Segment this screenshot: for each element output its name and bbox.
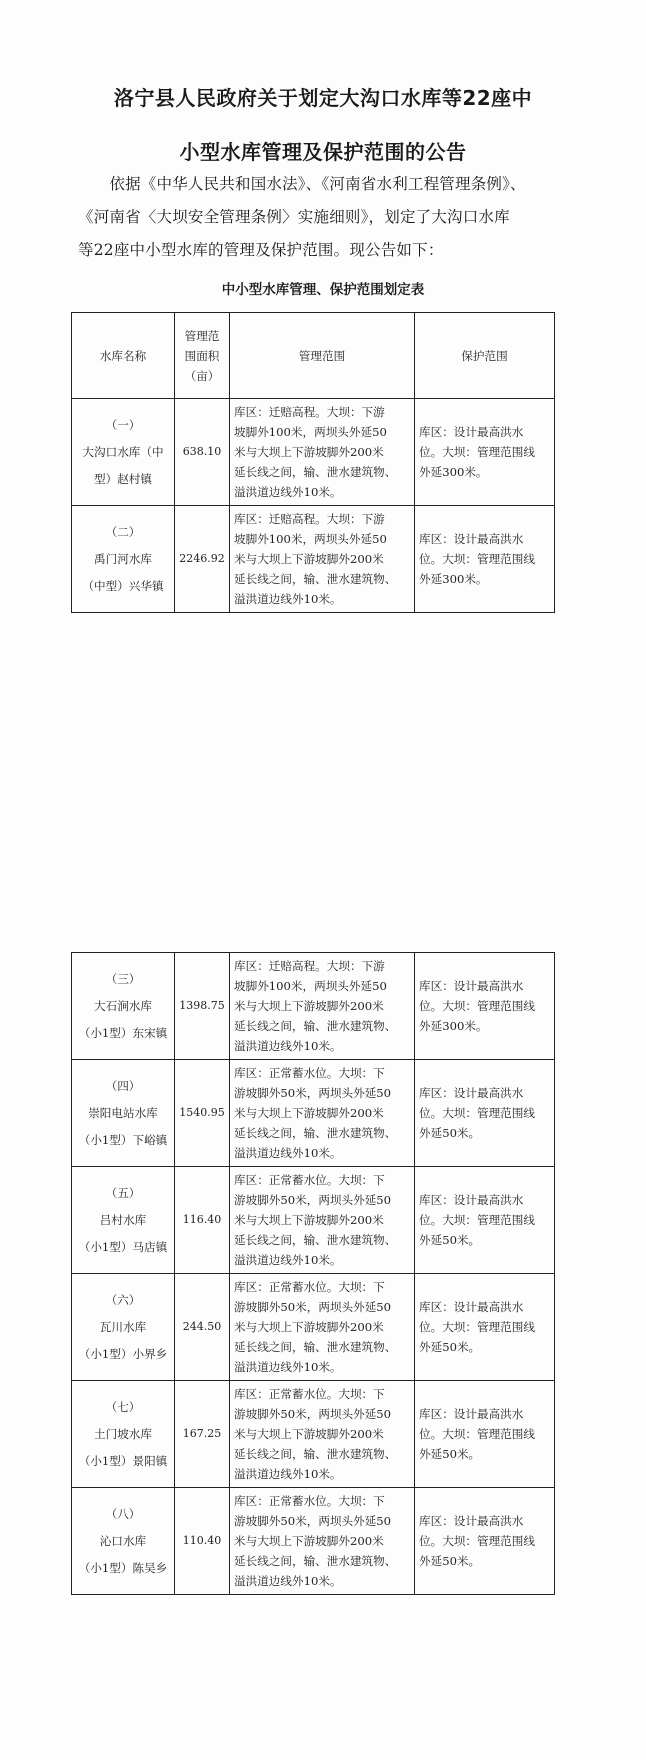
reservoir-name-cell bbox=[72, 506, 175, 613]
management-scope-cell bbox=[230, 953, 415, 1060]
protection-scope-line: 位。大坝：管理范围线 bbox=[419, 1213, 535, 1227]
management-scope-line: 库区：迁赔高程。大坝：下游 bbox=[234, 512, 385, 526]
management-scope-cell bbox=[230, 1167, 415, 1274]
reservoir-name-line: （中型）兴华镇 bbox=[82, 578, 164, 593]
reservoir-name-line: （小1型）陈吴乡 bbox=[78, 1560, 168, 1575]
document-title-line-1: 洛宁县人民政府关于划定大沟口水库等22座中 bbox=[113, 86, 533, 110]
management-scope-line: 溢洪道边线外10米。 bbox=[234, 592, 342, 606]
reservoir-name-cell bbox=[72, 1381, 175, 1488]
table-row bbox=[72, 1060, 555, 1167]
management-scope-line: 米与大坝上下游坡脚外200米 bbox=[234, 1213, 384, 1227]
management-scope-line: 延长线之间，输、泄水建筑物、 bbox=[234, 1126, 397, 1140]
management-scope-line: 米与大坝上下游坡脚外200米 bbox=[234, 1427, 384, 1441]
management-scope-line: 溢洪道边线外10米。 bbox=[234, 1574, 342, 1588]
intro-line: 依据《中华人民共和国水法》、《河南省水利工程管理条例》、 bbox=[78, 175, 526, 193]
table-row bbox=[72, 1381, 555, 1488]
header-name: 水库名称 bbox=[72, 313, 175, 399]
management-scope-line: 溢洪道边线外10米。 bbox=[234, 1253, 342, 1267]
protection-scope-cell bbox=[415, 1488, 555, 1595]
protection-scope-line: 外延50米。 bbox=[419, 1233, 481, 1247]
protection-scope-line: 位。大坝：管理范围线 bbox=[419, 552, 535, 566]
protection-scope-line: 库区：设计最高洪水 bbox=[419, 1514, 524, 1528]
management-scope-line: 库区：迁赔高程。大坝：下游 bbox=[234, 959, 385, 973]
management-scope-line: 坡脚外100米，两坝头外延50 bbox=[234, 979, 387, 993]
protection-scope-line: 位。大坝：管理范围线 bbox=[419, 1106, 535, 1120]
management-scope-line: 延长线之间，输、泄水建筑物、 bbox=[234, 1019, 397, 1033]
management-scope-line: 溢洪道边线外10米。 bbox=[234, 485, 342, 499]
reservoir-name-line: 型）赵村镇 bbox=[94, 471, 152, 486]
management-scope-line: 库区：正常蓄水位。大坝：下 bbox=[234, 1494, 385, 1508]
protection-scope-line: 库区：设计最高洪水 bbox=[419, 979, 524, 993]
reservoir-number: （七） bbox=[105, 1399, 141, 1414]
protection-scope-line: 外延50米。 bbox=[419, 1340, 481, 1354]
management-scope-line: 溢洪道边线外10米。 bbox=[234, 1039, 342, 1053]
reservoir-number: （二） bbox=[105, 524, 141, 539]
protection-scope-line: 外延50米。 bbox=[419, 1447, 481, 1461]
protection-scope-line: 库区：设计最高洪水 bbox=[419, 1300, 524, 1314]
management-scope-line: 溢洪道边线外10米。 bbox=[234, 1146, 342, 1160]
reservoir-area-cell: 110.40 bbox=[175, 1488, 230, 1595]
management-scope-line: 游坡脚外50米，两坝头外延50 bbox=[234, 1514, 392, 1528]
header-prot: 保护范围 bbox=[415, 313, 555, 399]
reservoir-area-cell: 1398.75 bbox=[175, 953, 230, 1060]
management-scope-line: 延长线之间，输、泄水建筑物、 bbox=[234, 465, 397, 479]
reservoir-name-line: （小1型）东宋镇 bbox=[78, 1025, 168, 1040]
protection-scope-cell bbox=[415, 1060, 555, 1167]
management-scope-line: 游坡脚外50米，两坝头外延50 bbox=[234, 1407, 392, 1421]
reservoir-area-cell: 167.25 bbox=[175, 1381, 230, 1488]
management-scope-line: 溢洪道边线外10米。 bbox=[234, 1360, 342, 1374]
management-scope-line: 库区：正常蓄水位。大坝：下 bbox=[234, 1173, 385, 1187]
management-scope-cell bbox=[230, 1274, 415, 1381]
management-scope-line: 溢洪道边线外10米。 bbox=[234, 1467, 342, 1481]
table-header-row bbox=[72, 313, 555, 399]
protection-scope-cell bbox=[415, 506, 555, 613]
management-scope-line: 米与大坝上下游坡脚外200米 bbox=[234, 552, 384, 566]
management-scope-cell bbox=[230, 399, 415, 506]
management-scope-line: 延长线之间，输、泄水建筑物、 bbox=[234, 1340, 397, 1354]
management-scope-cell bbox=[230, 1060, 415, 1167]
reservoir-number: （三） bbox=[105, 971, 141, 986]
management-scope-line: 延长线之间，输、泄水建筑物、 bbox=[234, 1554, 397, 1568]
reservoir-name-line: 沁口水库 bbox=[99, 1533, 147, 1548]
reservoir-table-part-1 bbox=[71, 312, 555, 613]
reservoir-name-cell bbox=[72, 1167, 175, 1274]
protection-scope-line: 库区：设计最高洪水 bbox=[419, 532, 524, 546]
reservoir-name-cell bbox=[72, 1488, 175, 1595]
table-row bbox=[72, 1167, 555, 1274]
reservoir-area-cell: 1540.95 bbox=[175, 1060, 230, 1167]
reservoir-name-line: 禹门河水库 bbox=[94, 551, 152, 566]
reservoir-number: （四） bbox=[105, 1078, 141, 1093]
reservoir-name-line: （小1型）马店镇 bbox=[78, 1239, 168, 1254]
reservoir-area-cell: 116.40 bbox=[175, 1167, 230, 1274]
reservoir-number: （八） bbox=[105, 1506, 141, 1521]
protection-scope-line: 位。大坝：管理范围线 bbox=[419, 999, 535, 1013]
management-scope-line: 米与大坝上下游坡脚外200米 bbox=[234, 1106, 384, 1120]
header-area-line: 管理范 bbox=[184, 328, 220, 343]
management-scope-line: 库区：正常蓄水位。大坝：下 bbox=[234, 1066, 385, 1080]
protection-scope-cell bbox=[415, 399, 555, 506]
protection-scope-line: 库区：设计最高洪水 bbox=[419, 1193, 524, 1207]
management-scope-line: 坡脚外100米，两坝头外延50 bbox=[234, 532, 387, 546]
reservoir-name-line: 瓦川水库 bbox=[99, 1319, 147, 1334]
protection-scope-line: 位。大坝：管理范围线 bbox=[419, 445, 535, 459]
protection-scope-line: 库区：设计最高洪水 bbox=[419, 1086, 524, 1100]
management-scope-line: 米与大坝上下游坡脚外200米 bbox=[234, 1534, 384, 1548]
management-scope-cell bbox=[230, 506, 415, 613]
management-scope-cell bbox=[230, 1381, 415, 1488]
reservoir-number: （五） bbox=[105, 1185, 141, 1200]
intro-line: 等22座中小型水库的管理及保护范围。现公告如下： bbox=[78, 241, 444, 259]
management-scope-line: 延长线之间，输、泄水建筑物、 bbox=[234, 1447, 397, 1461]
reservoir-name-cell bbox=[72, 953, 175, 1060]
management-scope-line: 库区：迁赔高程。大坝：下游 bbox=[234, 405, 385, 419]
protection-scope-line: 位。大坝：管理范围线 bbox=[419, 1534, 535, 1548]
management-scope-line: 延长线之间，输、泄水建筑物、 bbox=[234, 1233, 397, 1247]
management-scope-line: 米与大坝上下游坡脚外200米 bbox=[234, 1320, 384, 1334]
protection-scope-cell bbox=[415, 1167, 555, 1274]
protection-scope-line: 位。大坝：管理范围线 bbox=[419, 1320, 535, 1334]
table-row bbox=[72, 506, 555, 613]
reservoir-area-cell: 2246.92 bbox=[175, 506, 230, 613]
reservoir-area-cell: 638.10 bbox=[175, 399, 230, 506]
reservoir-name-line: 大石涧水库 bbox=[94, 998, 152, 1013]
protection-scope-line: 外延300米。 bbox=[419, 1019, 488, 1033]
reservoir-area-cell: 244.50 bbox=[175, 1274, 230, 1381]
table-title: 中小型水库管理、保护范围划定表 bbox=[221, 282, 425, 298]
management-scope-line: 米与大坝上下游坡脚外200米 bbox=[234, 999, 384, 1013]
header-area-line: 围面积 bbox=[184, 348, 220, 363]
intro-line: 《河南省〈大坝安全管理条例〉实施细则》，划定了大沟口水库 bbox=[78, 208, 510, 226]
management-scope-cell bbox=[230, 1488, 415, 1595]
protection-scope-line: 库区：设计最高洪水 bbox=[419, 425, 524, 439]
header-area bbox=[175, 313, 230, 399]
management-scope-line: 库区：正常蓄水位。大坝：下 bbox=[234, 1280, 385, 1294]
header-area-line: （亩） bbox=[184, 368, 220, 383]
reservoir-name-line: 土门坡水库 bbox=[94, 1426, 152, 1441]
management-scope-line: 坡脚外100米，两坝头外延50 bbox=[234, 425, 387, 439]
management-scope-line: 游坡脚外50米，两坝头外延50 bbox=[234, 1086, 392, 1100]
table-row bbox=[72, 953, 555, 1060]
document-title-line-2: 小型水库管理及保护范围的公告 bbox=[179, 140, 467, 164]
protection-scope-line: 库区：设计最高洪水 bbox=[419, 1407, 524, 1421]
reservoir-table-part-2 bbox=[71, 952, 555, 1595]
reservoir-name-cell bbox=[72, 1274, 175, 1381]
reservoir-name-line: （小1型）下峪镇 bbox=[78, 1132, 168, 1147]
reservoir-name-line: （小1型）景阳镇 bbox=[78, 1453, 168, 1468]
intro-paragraph bbox=[78, 168, 568, 267]
table-row bbox=[72, 1274, 555, 1381]
management-scope-line: 延长线之间，输、泄水建筑物、 bbox=[234, 572, 397, 586]
reservoir-name-line: 崇阳电站水库 bbox=[88, 1105, 158, 1120]
protection-scope-cell bbox=[415, 1274, 555, 1381]
header-mgmt: 管理范围 bbox=[230, 313, 415, 399]
reservoir-name-line: （小1型）小界乡 bbox=[78, 1346, 168, 1361]
reservoir-name-line: 大沟口水库（中 bbox=[82, 444, 164, 459]
reservoir-name-line: 吕村水库 bbox=[99, 1212, 147, 1227]
table-row bbox=[72, 1488, 555, 1595]
management-scope-line: 游坡脚外50米，两坝头外延50 bbox=[234, 1300, 392, 1314]
table-row bbox=[72, 399, 555, 506]
management-scope-line: 米与大坝上下游坡脚外200米 bbox=[234, 445, 384, 459]
reservoir-name-cell bbox=[72, 399, 175, 506]
protection-scope-cell bbox=[415, 953, 555, 1060]
protection-scope-line: 外延300米。 bbox=[419, 465, 488, 479]
protection-scope-cell bbox=[415, 1381, 555, 1488]
protection-scope-line: 外延50米。 bbox=[419, 1554, 481, 1568]
protection-scope-line: 外延300米。 bbox=[419, 572, 488, 586]
management-scope-line: 库区：正常蓄水位。大坝：下 bbox=[234, 1387, 385, 1401]
protection-scope-line: 位。大坝：管理范围线 bbox=[419, 1427, 535, 1441]
management-scope-line: 游坡脚外50米，两坝头外延50 bbox=[234, 1193, 392, 1207]
protection-scope-line: 外延50米。 bbox=[419, 1126, 481, 1140]
reservoir-number: （一） bbox=[105, 417, 141, 432]
reservoir-name-cell bbox=[72, 1060, 175, 1167]
reservoir-number: （六） bbox=[105, 1292, 141, 1307]
